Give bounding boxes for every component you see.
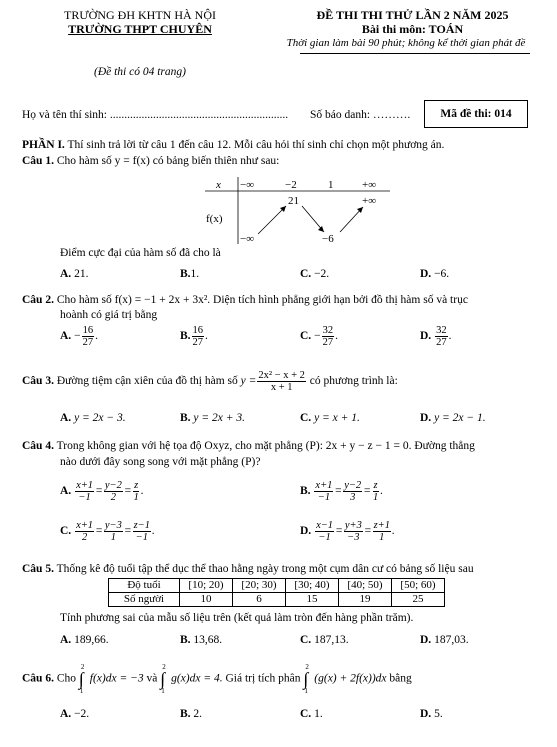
- q4-option-b[interactable]: B. $\frac{x+1}{-1}$ = $\frac{y-2}{3}$ = $\frac{z}{1}$ .: [300, 480, 384, 503]
- table-row: [109, 593, 445, 607]
- q4-option-d[interactable]: D. $\frac{x-1}{-1}$ = $\frac{y+3}{-3}$ = $\frac{z+1}{1}$ .: [300, 520, 395, 543]
- q6-option-d[interactable]: D. 5.: [420, 708, 443, 720]
- table-cell: 6: [233, 593, 286, 607]
- q4-stem-cont: nào dưới đây song song với mặt phẳng (P)?: [60, 456, 261, 468]
- candidate-id-label: Số báo danh: ……….: [310, 109, 411, 121]
- header-rule: [300, 53, 530, 54]
- vt-x-val-2: 1: [328, 179, 334, 191]
- candidate-name-label: Họ và tên thí sinh: ..............................................................: [22, 109, 289, 121]
- vt-fx-label: f(x): [206, 213, 223, 225]
- table-cell: 19: [339, 593, 392, 607]
- table-cell: 25: [392, 593, 445, 607]
- time-note: Thời gian làm bài 90 phút; không kể thời gian phát đề: [286, 37, 526, 49]
- vt-arrow-up-1: [258, 206, 286, 234]
- table-cell: [30; 40): [286, 579, 339, 593]
- part1-label: PHẦN I.: [22, 139, 65, 151]
- q2-stem: Câu 2. Cho hàm số f(x) = −1 + 2x + 3x². Diện tích hình phẳng giới hạn bởi đồ thị hàm số và trục: [22, 294, 468, 306]
- q6-option-a[interactable]: A. −2.: [60, 708, 90, 720]
- q5-option-a[interactable]: A. 189,66.: [60, 634, 109, 646]
- q3-option-d[interactable]: D. y = 2x − 1.: [420, 412, 486, 424]
- q2-option-b[interactable]: B. $\frac{16}{27}$ .: [180, 325, 208, 348]
- vt-x-label: x: [216, 179, 221, 191]
- q2-option-a[interactable]: A. − $\frac{16}{27}$ .: [60, 325, 98, 348]
- integral-sign-2: ∫ 2 1: [160, 663, 166, 695]
- variation-table: [200, 172, 400, 247]
- q2-option-c[interactable]: C. − $\frac{32}{27}$ .: [300, 325, 338, 348]
- q3-option-b[interactable]: B. y = 2x + 3.: [180, 412, 246, 424]
- q1-option-d[interactable]: D. −6.: [420, 268, 450, 280]
- table-cell: [40; 50): [339, 579, 392, 593]
- q6-option-c[interactable]: C. 1.: [300, 708, 323, 720]
- q5-option-b[interactable]: B. 13,68.: [180, 634, 223, 646]
- school-name: TRƯỜNG ĐH KHTN HÀ NỘI: [64, 8, 216, 22]
- exam-title: ĐỀ THI THI THỬ LẦN 2 NĂM 2025: [316, 8, 509, 22]
- pages-note: (Đề thi có 04 trang): [94, 66, 186, 78]
- q6-option-b[interactable]: B. 2.: [180, 708, 203, 720]
- vt-f-val-3: +∞: [362, 195, 377, 207]
- q5-option-d[interactable]: D. 187,03.: [420, 634, 469, 646]
- table-cell: [50; 60): [392, 579, 445, 593]
- integral-sign-3: ∫ 2 1: [303, 663, 309, 695]
- q1-option-b[interactable]: B.1.: [180, 268, 200, 280]
- table-cell: Số người: [109, 593, 180, 607]
- q3-label: Câu 3.: [22, 375, 54, 388]
- q2-label: Câu 2.: [22, 294, 54, 306]
- q5-label: Câu 5.: [22, 563, 54, 575]
- table-cell: 10: [180, 593, 233, 607]
- q2-option-d[interactable]: D. $\frac{32}{27}$ .: [420, 325, 452, 348]
- q4-option-a[interactable]: A. $\frac{x+1}{-1}$ = $\frac{y-2}{2}$ = $\frac{z}{1}$ .: [60, 480, 144, 503]
- table-row: [109, 579, 445, 593]
- integral-sign-1: ∫ 2 1: [78, 663, 85, 695]
- exam-subject: Bài thi môn: TOÁN: [361, 22, 464, 36]
- q5-after: Tính phương sai của mẫu số liệu trên (kết quả làm tròn đến hàng phần trăm).: [60, 612, 414, 624]
- table-cell: 15: [286, 593, 339, 607]
- q1-label: Câu 1.: [22, 155, 54, 167]
- q3-option-c[interactable]: C. y = x + 1.: [300, 412, 360, 424]
- q2-stem-cont: hoành có giá trị bằng: [60, 309, 158, 321]
- q3-stem: Câu 3. Đường tiệm cận xiên của đồ thị hàm số y = $\frac{\text{2x² − x + 2}}{x + 1}$ có phương trình là:: [22, 370, 398, 393]
- q4-label: Câu 4.: [22, 440, 54, 452]
- exam-code-box: Mã đề thi: 014: [424, 100, 528, 128]
- table-cell: Độ tuổi: [109, 579, 180, 593]
- q1-after: Điểm cực đại của hàm số đã cho là: [60, 247, 221, 259]
- q1-option-a[interactable]: A. 21.: [60, 268, 89, 280]
- q1-stem: [22, 155, 279, 167]
- vt-x-val-0: −∞: [240, 179, 255, 191]
- q5-option-c[interactable]: C. 187,13.: [300, 634, 349, 646]
- part1-instruction: [22, 139, 444, 151]
- table-cell: [10; 20): [180, 579, 233, 593]
- q5-stem: Câu 5. Thống kê độ tuổi tập thể dục thể thao hằng ngày trong một cụm dân cư có bảng số liệu sau: [22, 563, 474, 575]
- q6-label: Câu 6.: [22, 672, 54, 685]
- part1-text: Thí sinh trả lời từ câu 1 đến câu 12. Mỗi câu hỏi thí sinh chỉ chọn một phương án.: [64, 139, 445, 151]
- q5-data-table: [108, 578, 445, 607]
- vt-x-val-1: −2: [285, 179, 297, 191]
- vt-f-val-2: −6: [322, 233, 334, 245]
- q1-option-c[interactable]: C. −2.: [300, 268, 330, 280]
- school-subname: TRƯỜNG THPT CHUYÊN: [68, 22, 212, 36]
- q4-option-c[interactable]: C. $\frac{x+1}{2}$ = $\frac{y-3}{1}$ = $\frac{z-1}{-1}$ .: [60, 520, 155, 543]
- vt-x-val-3: +∞: [362, 179, 377, 191]
- vt-f-val-1: 21: [288, 195, 299, 207]
- vt-f-val-0: −∞: [240, 233, 255, 245]
- q3-option-a[interactable]: A. y = 2x − 3.: [60, 412, 126, 424]
- q1-text: Cho hàm số y = f(x) có bảng biến thiên như sau:: [53, 155, 280, 167]
- table-cell: [20; 30): [233, 579, 286, 593]
- q4-stem: Câu 4. Trong không gian với hệ tọa độ Oxyz, cho mặt phẳng (P): 2x + y − z − 1 = 0. Đường thẳng: [22, 440, 475, 452]
- q6-stem: Câu 6. Cho ∫ 2 1 f(x)dx = −3 và ∫ 2 1 g(x)dx = 4. Giá trị tích phân ∫ 2 1 (g(x) + 2f(x))dx bằng: [22, 663, 412, 695]
